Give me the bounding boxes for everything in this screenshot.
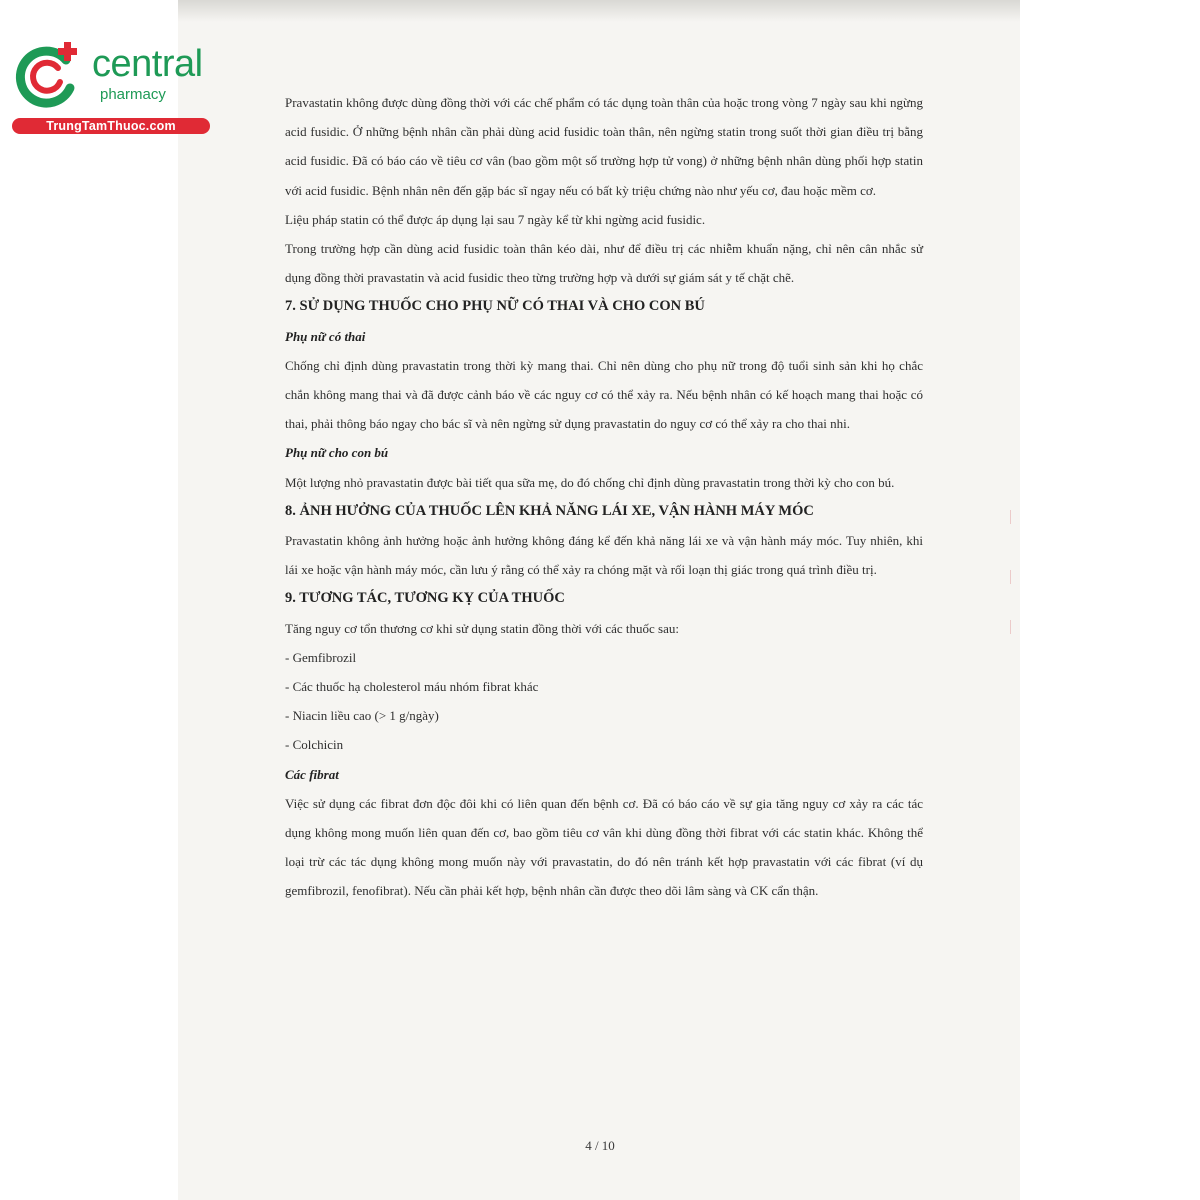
list-item: - Niacin liều cao (> 1 g/ngày) [285,708,439,724]
intro-paragraph-3: Trong trường hợp cần dùng acid fusidic toàn thân kéo dài, như để điều trị các nhiễm khuẩn nặng, chỉ nên cân nhắc sử dụng đồng thời pravastatin và acid fusidic theo từng trường hợp và dưới sự giám sát y tế chặt chẽ. [285,241,923,286]
section-7-pregnancy-text: Chống chỉ định dùng pravastatin trong thời kỳ mang thai. Chỉ nên dùng cho phụ nữ trong độ tuổi sinh sản khi họ chắc chắn không mang thai và đã được cảnh báo về các nguy cơ có thể xảy ra. Nếu bệnh nhân có kế hoạch mang thai hoặc có thai, phải thông báo ngay cho bác sĩ và nên ngừng sử dụng pravastatin do nguy cơ có thể xảy ra cho thai nhi. [285,357,923,432]
section-7-subheading-breastfeeding: Phụ nữ cho con bú [285,445,389,461]
site-url-badge[interactable]: TrungTamThuoc.com [12,118,210,134]
scan-top-shadow [178,0,1020,22]
brand-logo[interactable] [12,38,212,138]
section-7-subheading-pregnancy: Phụ nữ có thai [285,328,366,344]
intro-paragraph-1: Pravastatin không được dùng đồng thời với các chế phẩm có tác dụng toàn thân của hoặc trong vòng 7 ngày sau khi ngừng acid fusidic. Ở những bệnh nhân cần phải dùng acid fusidic toàn thân, nên ngừng statin trong suốt thời gian điều trị bằng acid fusidic. Đã có báo cáo về tiêu cơ vân (bao gồm một số trường hợp tử vong) ở những bệnh nhân dùng phối hợp statin với acid fusidic. Bệnh nhân nên đến gặp bác sĩ ngay nếu có bất kỳ triệu chứng nào như yếu cơ, đau hoặc mềm cơ. [285,95,923,198]
page-number: 4 / 10 [585,1138,615,1153]
central-pharmacy-logo-icon [12,38,88,114]
scan-margin-mark [1010,620,1021,634]
section-7-breastfeeding-text: Một lượng nhỏ pravastatin được bài tiết qua sữa mẹ, do đó chống chỉ định dùng pravastatin trong thời kỳ cho con bú. [285,474,895,490]
section-8-text: Pravastatin không ảnh hưởng hoặc ảnh hưởng không đáng kể đến khả năng lái xe và vận hành máy móc. Tuy nhiên, khi lái xe hoặc vận hành máy móc, cần lưu ý rằng có thể xảy ra chóng mặt và rối loạn thị giác trong quá trình điều trị. [285,533,923,578]
scan-margin-mark [1010,510,1021,524]
list-item: - Colchicin [285,737,344,753]
scan-margin-mark [1010,570,1021,584]
brand-subtitle: pharmacy [100,86,166,103]
section-8-heading: 8. ẢNH HƯỞNG CỦA THUỐC LÊN KHẢ NĂNG LÁI XE, VẬN HÀNH MÁY MÓC [285,502,814,519]
section-9-intro: Tăng nguy cơ tổn thương cơ khi sử dụng statin đồng thời với các thuốc sau: [285,620,679,636]
document-body [285,88,923,906]
section-7-heading: 7. SỬ DỤNG THUỐC CHO PHỤ NỮ CÓ THAI VÀ CHO CON BÚ [285,298,705,315]
list-item: - Các thuốc hạ cholesterol máu nhóm fibrat khác [285,679,539,695]
brand-name: central [92,43,203,85]
section-9-heading: 9. TƯƠNG TÁC, TƯƠNG KỴ CỦA THUỐC [285,590,565,607]
list-item: - Gemfibrozil [285,649,357,665]
section-9-fibrates-text: Việc sử dụng các fibrat đơn độc đôi khi có liên quan đến bệnh cơ. Đã có báo cáo về sự gia tăng nguy cơ xảy ra các tác dụng không mong muốn liên quan đến cơ, bao gồm tiêu cơ vân khi dùng đồng thời fibrat với các statin khác. Không thể loại trừ các tác dụng không mong muốn này với pravastatin, do đó nên tránh kết hợp pravastatin với các fibrat (ví dụ gemfibrozil, fenofibrat). Nếu cần phải kết hợp, bệnh nhân cần được theo dõi lâm sàng và CK cẩn thận. [285,795,923,899]
intro-paragraph-2: Liệu pháp statin có thể được áp dụng lại sau 7 ngày kể từ khi ngừng acid fusidic. [285,211,706,227]
section-9-subheading-fibrates: Các fibrat [285,766,339,782]
